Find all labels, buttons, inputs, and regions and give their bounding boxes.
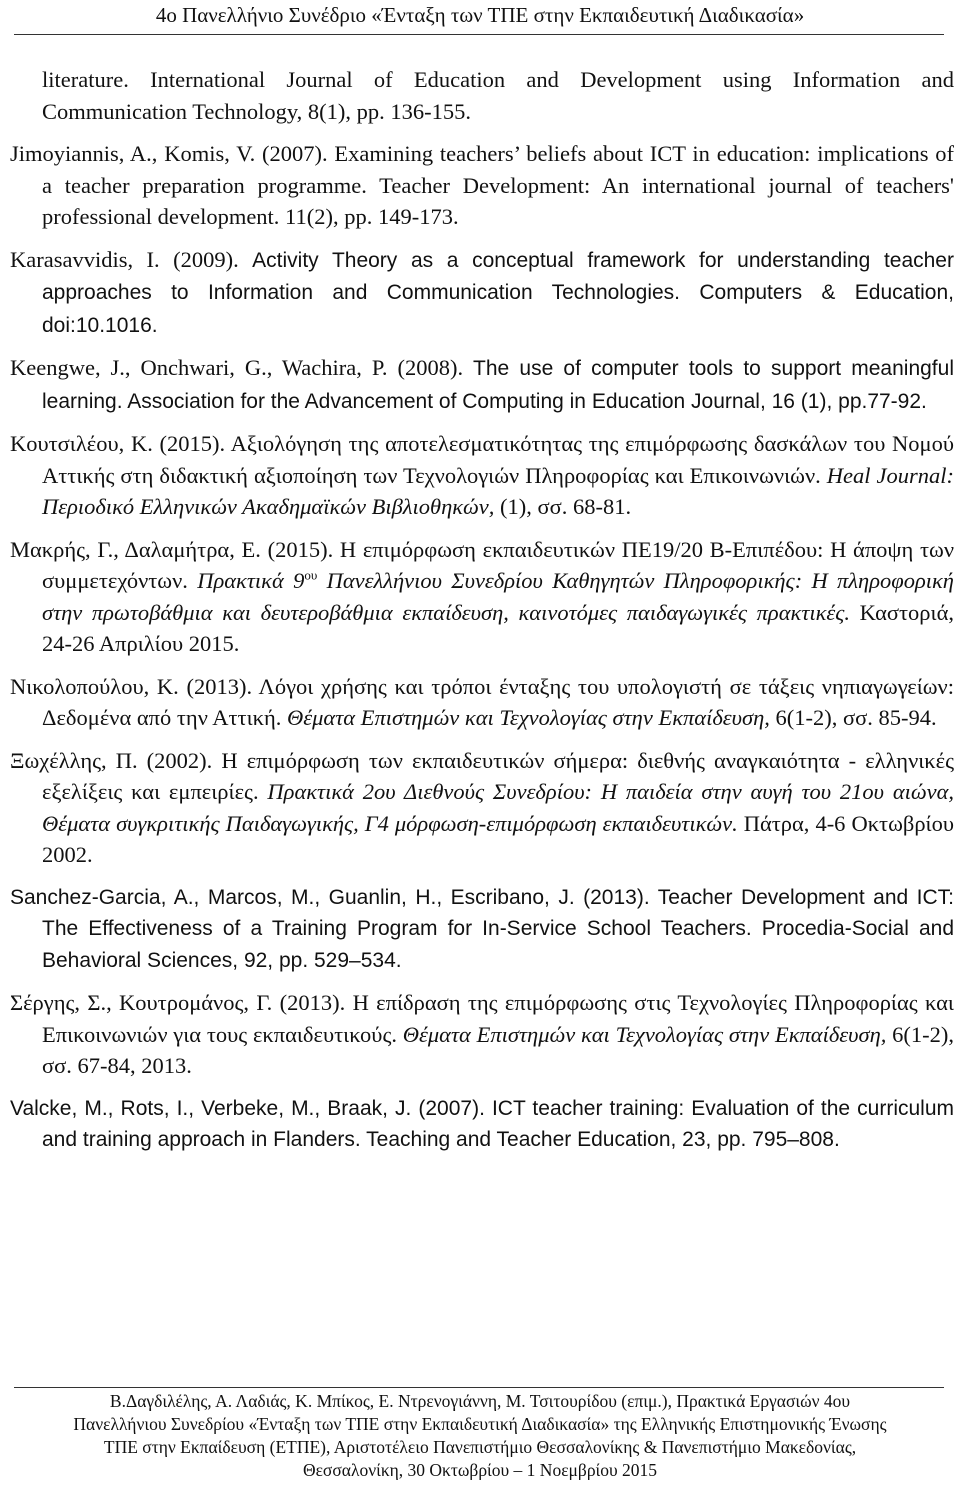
reference-list (10, 64, 954, 1156)
reference-item: literature. International Journal of Education and Development using Information and Communication Technology, 8(1), pp. 136-155. (42, 67, 954, 124)
reference-body: Σέργης, Σ., Κουτρομάνος, Γ. (2013). Η επίδραση της επιμόρφωσης στις Τεχνολογίες Πληροφορίας και Επικοινωνιών για τους εκπαιδευτικούς. (10, 990, 954, 1047)
footer-line: ΤΠΕ στην Εκπαίδευση (ΕΤΠΕ), Αριστοτέλειο Πανεπιστήμιο Θεσσαλονίκης & Πανεπιστήμιο Μακεδονίας, (103, 1437, 857, 1457)
reference-item (10, 352, 954, 417)
reference-source: Heal Journal: Περιοδικό Ελληνικών Ακαδημαϊκών Βιβλιοθηκών, (42, 462, 954, 519)
reference-source: Πρακτικά 9 (197, 568, 305, 593)
reference-authors: Keengwe, J., Onchwari, G., Wachira, P. (2008). (10, 355, 474, 380)
reference-source: Πρακτικά 2ου Διεθνούς Συνεδρίου: Η παιδεία στην αυγή του 21ου αιώνα, Θέματα συγκριτικής Παιδαγωγικής, Γ4 μόρφωση-επιμόρφωση εκπαιδευτικών. (42, 779, 955, 836)
footer-line: Θεσσαλονίκη, 30 Οκτωβρίου – 1 Νοεμβρίου 2015 (302, 1460, 658, 1480)
reference-item: Valcke, M., Rots, I., Verbeke, M., Braak, J. (2007). ICT teacher training: Evaluation of the curriculum and training approach in Flanders. Teaching and Teacher Education, 23, pp. 795–808. (10, 1096, 954, 1151)
reference-pages: 6(1-2), σσ. 67-84, 2013. (42, 1021, 954, 1078)
reference-pages: (1), σσ. 68-81. (494, 494, 632, 519)
reference-body: Νικολοπούλου, Κ. (2013). Λόγοι χρήσης και τρόποι ένταξης του υπολογιστή σε τάξεις νηπιαγωγείων: Δεδομένα από την Αττική. (10, 673, 954, 730)
reference-pages: 6(1-2), σσ. 85-94. (769, 705, 937, 730)
page-footer (0, 1390, 960, 1482)
header-rule (14, 34, 944, 35)
footer-rule (14, 1387, 944, 1388)
reference-item (10, 428, 954, 523)
footer-line: Πανελλήνιου Συνεδρίου «Ένταξη των ΤΠΕ στην Εκπαιδευτική Διαδικασία» της Ελληνικής Επιστημονικής Ένωσης (73, 1414, 887, 1434)
reference-item: Sanchez-Garcia, A., Marcos, M., Guanlin, H., Escribano, J. (2013). Teacher Development and ICT: The Effectiveness of a Training Program for In-Service School Teachers. Procedia-Social and Behavioral Sciences, 92, pp. 529–534. (10, 885, 954, 972)
reference-source: Θέματα Επιστημών και Τεχνολογίας στην Εκπαίδευση, (287, 705, 770, 730)
footer-line: Β.Δαγδιλέλης, Α. Λαδιάς, Κ. Μπίκος, Ε. Ντρενογιάννη, Μ. Τσιτουρίδου (επιμ.), Πρακτικά Εργασιών 4ου (109, 1391, 851, 1411)
reference-pages: Πάτρα, 4-6 Οκτωβρίου 2002. (42, 810, 954, 867)
reference-item (10, 534, 954, 660)
reference-body: Μακρής, Γ., Δαλαμήτρα, Ε. (2015). Η επιμόρφωση εκπαιδευτικών ΠΕ19/20 Β-Επιπέδου: Η άποψη των συμμετεχόντων. (10, 536, 954, 593)
reference-body: Κουτσιλέου, Κ. (2015). Αξιολόγηση της αποτελεσματικότητας της επιμόρφωσης δασκάλων του Νομού Αττικής στη διδακτική αξιοποίηση των Τεχνολογιών Πληροφορίας και Επικοινωνιών. (10, 431, 954, 488)
reference-pages: Καστοριά, 24-26 Απριλίου 2015. (42, 599, 954, 656)
reference-item: Jimoyiannis, A., Komis, V. (2007). Examining teachers’ beliefs about ICT in education: implications of a teacher preparation programme. Teacher Development: An international journal of teachers' professional development. 11(2), pp. 149-173. (10, 141, 954, 229)
reference-superscript: ου (304, 567, 318, 583)
reference-item (10, 671, 954, 734)
reference-body: Ξωχέλλης, Π. (2002). Η επιμόρφωση των εκπαιδευτικών σήμερα: διεθνής αναγκαιότητα - ελληνικές εξελίξεις και εμπειρίες. (10, 747, 954, 804)
running-head: 4ο Πανελλήνιο Συνέδριο «Ένταξη των ΤΠΕ στην Εκπαιδευτική Διαδικασία» (155, 3, 805, 27)
reference-body: Activity Theory as a conceptual framework for understanding teacher approaches to Information and Communication Technologies. Computers & Education, doi:10.1016. (42, 248, 954, 337)
reference-source: Θέματα Επιστημών και Τεχνολογίας στην Εκπαίδευση, (402, 1021, 887, 1047)
reference-item (10, 244, 954, 342)
reference-source-cont: Πανελλήνιου Συνεδρίου Καθηγητών Πληροφορικής: Η πληροφορική στην πρωτοβάθμια και δευτεροβάθμια εκπαίδευση, καινοτόμες παιδαγωγικές πρακτικές. (42, 568, 954, 625)
reference-item (10, 745, 954, 871)
reference-authors: Karasavvidis, I. (2009). (10, 246, 253, 272)
reference-body: The use of computer tools to support meaningful learning. Association for the Advancement of Computing in Education Journal, 16 (1), pp.77-92. (42, 357, 954, 413)
reference-item (10, 987, 954, 1082)
